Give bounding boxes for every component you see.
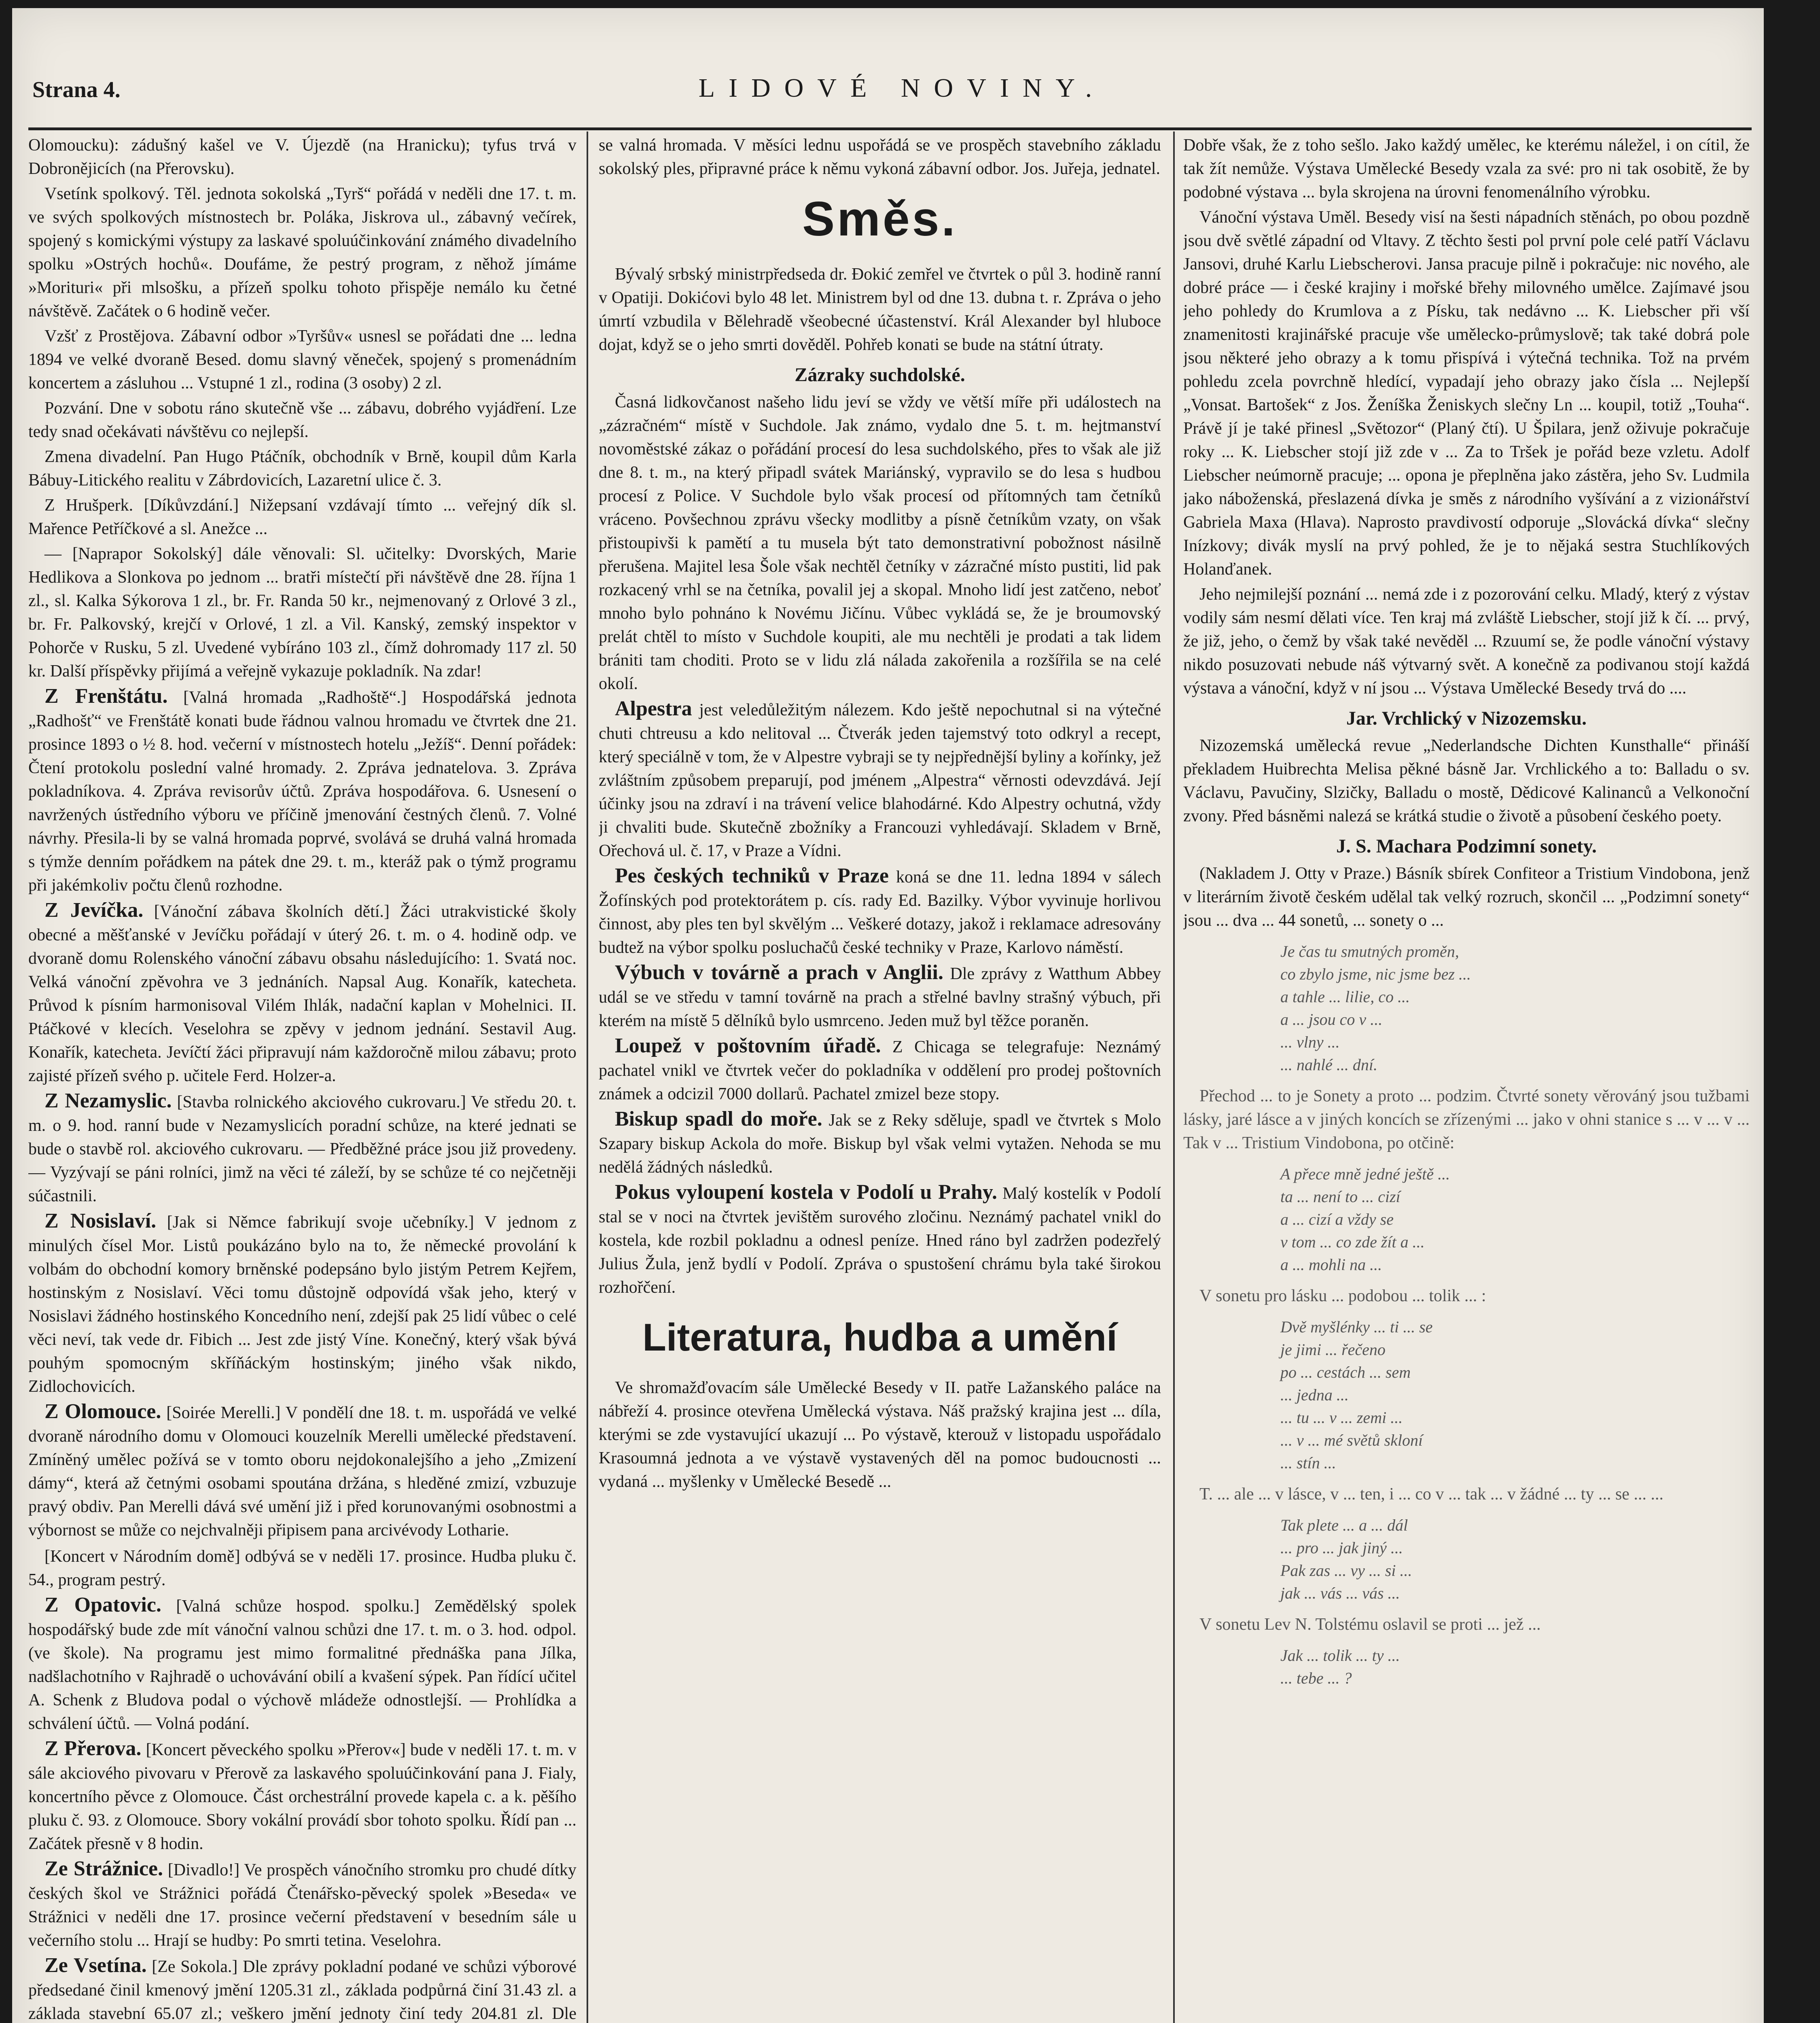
poem-line: jak ... vás ... vás ...: [1280, 1584, 1400, 1602]
poem-excerpt: [1280, 1644, 1750, 1690]
col1-section: [28, 1737, 576, 1855]
column-divider-2: [1173, 131, 1175, 2023]
col1-section: [28, 1209, 576, 1398]
section-lead: [Koncert pěveckého spolku »Přerov«]: [146, 1741, 406, 1759]
poem-line: ... vlny ...: [1280, 1033, 1340, 1051]
section-text: Dle zprávy pokladní podané ve schůzi výborové předsedané činil kmenový jmění 1205.31 zl., základa podpůrná činí 31.43 zl. a základa stavební 65.07 zl.; veškero jmění jednoty činí tedy 204.81 zl. Dle: [28, 1957, 576, 2023]
literature-text: Ve shromažďovacím sále Umělecké Besedy v II. patře Lažanského paláce na nábřeží 4. prosince otevřena Umělecká výstava. Náš pražský krajina jest ... díla, kterými se zde vystavující ukazují ... Po výstavě, kterouž v listopadu uspořádalo Krasoumná jednota a ve výstavě vystavených děl na pomoc budoucnosti ... vydaná ... myšlenky v Umělecké Besedě ...: [599, 1378, 1161, 1491]
news-text: Jak se z Reky sděluje, spadl ve čtvrtek s Molo Szapary biskup Ackola do moře. Biskup byl však velmi vytažen. Nehoda se mu nedělá žádných následků.: [599, 1111, 1161, 1177]
poem-line: ... nahlé ... dní.: [1280, 1056, 1377, 1074]
col1-paragraph: — [Naprapor Sokolský] dále věnovali: Sl. učitelky: Dvorských, Marie Hedlikova a Slonkova po jednom ... bratři místečtí při návštěvě dne 28. října 1 zl., sl. Kalka Sýkorova 1 zl., br. Fr. Randa 50 kr., nejmenovaný z Orlové 3 zl., br. Fr. Palkovský, krejčí v Orlové, 1 zl. a Vil. Kanský, zemský inspektor v Pohorče v Rusku, 5 zl. Uvedené vybíráno 103 zl., čímž dohromady 117 zl. 50 kr. Další příspěvky přijímá a veřejně vykazuje pokladník. Na zdar!: [28, 545, 576, 681]
col1-section: [28, 1593, 576, 1735]
news-text: Malý kostelík v Podolí stal se v noci na čtvrtek jevištěm surového zločinu. Neznámý pachatel vnikl do kostela, kde rozbil pokladnu a odnesl peníze. Hned ráno byl zadržen podezřelý Julius Žula, jenž bydlí v Podolí. Zpráva o spustošení chrámu byla také širokou rozhořčení.: [599, 1184, 1161, 1297]
col1-paragraph: Olomoucku): zádušný kašel ve V. Újezdě (na Hranicku); tyfus trvá v Dobronějicích (na Přerovsku).: [28, 136, 576, 178]
news-item: [599, 1034, 1161, 1106]
page-label: Strana 4.: [32, 77, 121, 102]
section-text: V jednom z minulých čísel Mor. Listů poukázáno bylo na to, že německé provolání k volbám do obchodní komory brněnské podepsáno bylo jistým Petrem Kejřem, hostinským z Nosislaví. Věci tomu důstojně odpovídá však jeho, který v Nosislavi žádného hostinského Koncedního není, zdejší pak 25 lidí vůbec o celé věci neví, tak vede dr. Fibich ... Jest zde jistý Víne. Konečný, který však bývá pouhým spomocným skříňáckým hostinským; jiného však nikdo, Zidlochovicích.: [28, 1213, 576, 1396]
col1-paragraph: Vsetínk spolkový. Těl. jednota sokolská „Tyrš“ pořádá v neděli dne 17. t. m. ve svých spolkových místnostech br. Poláka, Jiskrova ul., zábavný večírek, spojený s komickými výstupy za laskavé spoluúčinkování známého divadelního spolku »Ostrých hochů«. Doufáme, že pestrý program, z něhož jímáme »Morituri« při mlsošku, a přízeň spolku tohoto přispěje nemálo ku četné návštěvě. Začátek o 6 hodině večer.: [28, 184, 576, 320]
section-text: Žáci utrakvistické školy obecné a měšťanské v Jevíčku pořádají v úterý 26. t. m. o 4. hodině odp. ve dvoraně domu Rolenského vánoční zábavu obsahu následujícího: 1. Svatá noc. Velká vánoční zpěvohra ve 3 jednáních. Napsal Aug. Konařík, katecheta. Průvod k písním harmonisoval Vilém Ihlák, nadační kaplan v Mohelnici. II. Ptáčkové v klecích. Veselohra se zpěvy v jednom jednání. Sestavil Aug. Konařík, katecheta. Jevíčtí žáci připravují nám každoročně milou zábavu; proto zajisté přízeň svého p. učitele Ferd. Holzer-a.: [28, 902, 576, 1085]
poem-line: v tom ... co zde žít a ...: [1280, 1233, 1425, 1251]
section-title: Z Frenštátu.: [44, 685, 168, 708]
col1-section: [28, 899, 576, 1088]
news-head: Pes českých techniků v Praze: [615, 864, 889, 887]
news-text: Časná lidkovčanost našeho lidu jeví se vždy ve větší míře při událostech na „zázračném“ místě v Suchdole. Jak známo, vydalo dne 5. t. m. hejtmanství novoměstské zákaz o pořádání procesí do lesa suchdolského, přes to však ale již dne 8. t. m., na který připadl svátek Mariánský, vypravilo se do lesa s hudbou procesí z Police. V Suchdole bylo však procesí od přítomných tam četníků vráceno. Povšechnou zprávu všecky modlitby a písně četníkům vzaty, on však přistoupivši k pamětí a tu musela být tato demonstrativní pobožnost násilně přerušena. Majitel lesa Šole však nechtěl četníky v zázračné místo pustiti, lid pak rozkacený vrhl se na četníka, povalil jej a skopal. Mnoho lidí jest zatčeno, neboť mnoho bylo pohnáno k Novému Jičínu. Vůbec vykládá se, že je broumovský prelát chtěl to místo v Suchdole koupiti, ale mu nechtěli je prodati a tak lidem brániti tam choditi. Proto se v lidu zlá nálada zakořenila a rozšířila se na celé okolí.: [599, 393, 1161, 693]
news-item: [599, 261, 1161, 356]
article-head-machar: J. S. Machara Podzimní sonety.: [1336, 835, 1597, 857]
column-divider-1: [587, 131, 588, 2023]
poem-line: a ... mohli na ...: [1280, 1255, 1382, 1274]
section-text: Ve středu 20. t. m. o 9. hod. ranní bude v Nezamyslicích poradní schůze, na které jednati se bude o stavbě rol. akciového cukrovaru. — Předběžné práce jsou již provedeny. — Vyzývají se páni rolníci, jimž na věci té záleží, by se schůze té co nejčetněji súčastnili.: [28, 1093, 576, 1205]
col3-text: T. ... ale ... v lásce, v ... ten, i ... co v ... tak ... v žádné ... ty ... se ... ...: [1199, 1485, 1663, 1503]
col2-intro: se valná hromada. V měsíci lednu uspořádá se ve prospěch stavebního základu sokolský ples, připravné práce k němu vykoná zábavní odbor. Jos. Juřeja, jednatel.: [599, 136, 1161, 178]
news-text: Bývalý srbský ministrpředseda dr. Đokić zemřel ve čtvrtek o půl 3. hodině ranní v Opatiji. Dokićovi bylo 48 let. Ministrem byl od dne 13. dubna t. r. Zpráva o jeho úmrtí vzbudila v Bělehradě všeobecné účastenství. Král Alexander byl hluboce dojat, když se o jeho smrti dověděl. Pohřeb konati se bude na státní útraty.: [599, 265, 1161, 354]
poem-line: co zbylo jsme, nic jsme bez ...: [1280, 965, 1471, 983]
section-heading-literature: Literatura, hudba a umění: [642, 1316, 1117, 1359]
poem-line: ta ... není to ... cizí: [1280, 1188, 1400, 1206]
section-title: Z Opatovic.: [44, 1593, 161, 1616]
news-text: jest veledůležitým nálezem. Kdo ještě nepochutnal si na výtečné chuti chtreusu a kdo nelitoval ... Čtverák jeden tajemstvý toto odkryl a recept, který speciálně v tom, že v Alpestre vybraji se ty nejpřednější byliny a kořínky, jež zvláštním způsobem preparují, pod jménem „Alpestra“ věrnosti odevzdává. Její účinky jsou na zdraví i na trávení velice blahodárné. Kdo Alpestry ochutná, vždy ji chvaliti bude. Skutečně zbožníky a Francouzi vyhledávají. Skladem v Brně, Ořechová ul. č. 17, v Praze a Vídni.: [599, 701, 1161, 860]
col1-paragraph: Pozvání. Dne v sobotu ráno skutečně vše ... zábavu, dobrého vyjádření. Lze tedy snad očekávati návštěvu co nejlepší.: [28, 399, 576, 441]
col1-paragraph: Vzšť z Prostějova. Zábavní odbor »Tyršův« usnesl se pořádati dne ... ledna 1894 ve velké dvoraně Besed. domu slavný věneček, spojený s promenádním koncertem a zásluhou ... Vstupné 1 zl., rodina (3 osoby) 2 zl.: [28, 327, 576, 392]
poem-line: je jimi ... řečeno: [1280, 1340, 1386, 1359]
poem-line: ... tebe ... ?: [1280, 1669, 1352, 1687]
section-text: Zemědělský spolek hospodářský bude zde mít vánoční valnou schůzi dne 17. t. m. o 3. hod. odpol. (ve škole). Na programu jest mimo formalitné přednáška pana Jílka, nadšlachotního v Rajhradě o uchovávání obilí a kvašení sýpek. Pan řídící učitel A. Schenk z Bludova podal o výchově mládeže odnostlejší. — Prohlídka a schválení účtů. — Volná podání.: [28, 1597, 576, 1733]
poem-line: ... jedna ...: [1280, 1386, 1349, 1404]
poem-line: Jak ... tolik ... ty ...: [1280, 1646, 1400, 1665]
poem-line: ... pro ... jak jiný ...: [1280, 1539, 1403, 1557]
section-title: Z Olomouce.: [44, 1400, 161, 1423]
col1-section: [28, 1954, 576, 2023]
col1-section: [28, 1400, 576, 1542]
news-head: Zázraky suchdolské.: [795, 364, 965, 386]
poem-excerpt: [1280, 1514, 1750, 1605]
news-item: [599, 864, 1161, 959]
col1-paragraph: Z Hrušperk. [Díkůvzdání.] Nižepsaní vzdávají tímto ... veřejný dík sl. Mařence Petříčkové a sl. Anežce ...: [28, 496, 576, 538]
news-item: [599, 1181, 1161, 1299]
news-item: [599, 697, 1161, 863]
section-title: Ze Vsetína.: [44, 1954, 147, 1977]
news-item: [599, 961, 1161, 1033]
section-lead: [Stavba rolnického akciového cukrovaru.]: [177, 1093, 466, 1111]
section-title: Ze Strážnice.: [44, 1857, 163, 1880]
poem-line: ... tu ... v ... zemi ...: [1280, 1408, 1403, 1427]
news-text: Z Chicaga se telegrafuje: Neznámý pachatel vnikl ve čtvrtek večer do pokladníka v oddělení pro prodej poštovních známek a odcizil 7000 dollarů. Pachatel zmizel beze stopy.: [599, 1038, 1161, 1103]
news-head: Loupež v poštovním úřadě.: [615, 1034, 881, 1057]
poem-line: Je čas tu smutných proměn,: [1280, 942, 1459, 961]
section-lead: [Valná schůze hospod. spolku.]: [176, 1597, 420, 1616]
poem-line: Pak zas ... vy ... si ...: [1280, 1561, 1412, 1580]
poem-excerpt: [1280, 1316, 1750, 1474]
section-text: odbývá se v neděli 17. prosince. Hudba pluku č. 54., program pestrý.: [28, 1547, 576, 1589]
section-lead: [Divadlo!]: [167, 1861, 240, 1879]
poem-line: ... v ... mé světů skloní: [1280, 1431, 1423, 1449]
poem-line: po ... cestách ... sem: [1280, 1363, 1411, 1381]
col3-text: V sonetu Lev N. Tolstému oslavil se proti ... jež ...: [1199, 1615, 1541, 1634]
poem-excerpt: [1280, 1163, 1750, 1276]
header-rule: [28, 127, 1752, 130]
section-heading-smes: Směs.: [802, 192, 958, 246]
poem-line: Dvě myšlénky ... ti ... se: [1280, 1318, 1433, 1336]
section-lead: [Koncert v Národním domě]: [44, 1547, 240, 1566]
col3-text: Přechod ... to je Sonety a proto ... podzim. Čtvrté sonety věrováný jsou tužbami lásky, jaré lásce a v jiných koncích se zřízenými ... jako v ohni stanice s ... v ... v ... Tak v ... Tristium Vindobona, po otčině:: [1183, 1087, 1750, 1152]
newspaper-page: [12, 8, 1764, 2023]
section-title: Z Nosislaví.: [44, 1209, 157, 1232]
article-text: Nizozemská umělecká revue „Nederlandsche Dichten Kunsthalle“ přináší překladem Huibrechta Melisa pěkné básně Jar. Vrchlického a to: Balladu o sv. Václavu, Pavučiny, Slzičky, Balladu o mostě, Dědicové Kalinanců a Velkonoční zvony. Před básněmi nalezá se krátká studie o životě a působení českého poety.: [1183, 736, 1750, 825]
section-title: Z Jevíčka.: [44, 899, 144, 922]
article-text: (Nakladem J. Otty v Praze.) Básník sbírek Confiteor a Tristium Vindobona, jenž v literárním životě českém udělal tak velký rozruch, skončil ... „Podzimní sonety“ jsou ... dva ... 44 sonetů, ... sonety o ...: [1183, 864, 1750, 930]
news-text: Dle zprávy z Watthum Abbey udál se ve středu v tamní továrně na prach a střelné bavlny strašný výbuch, při kterém na místě 5 dělníků bylo usmrceno. Jeden muž byl těžce poraněn.: [599, 965, 1161, 1030]
col3-text: V sonetu pro lásku ... podobou ... tolik ... :: [1199, 1287, 1486, 1305]
section-lead: [Ze Sokola.]: [152, 1957, 238, 1976]
poem-line: a ... cizí a vždy se: [1280, 1210, 1394, 1228]
news-text: koná se dne 11. ledna 1894 v sálech Žofínských pod protektorátem p. cís. rady Ed. Bazilky. Výbor vyvinuje horlivou činnost, aby ples ten byl skvělým ... Veškeré dotazy, jakož i reklamace adresovány budtež na výbor spolku posluchačů české techniky v Praze, Karlovo náměstí.: [599, 868, 1161, 957]
news-head: Výbuch v továrně a prach v Anglii.: [615, 961, 943, 984]
section-lead: [Valná hromada „Radhoště“.]: [183, 688, 407, 707]
poem-line: a tahle ... lilie, co ...: [1280, 988, 1410, 1006]
section-text: Hospodářská jednota „Radhošť“ ve Frenštátě konati bude řádnou valnou hromadu ve čtvrtek dne 21. prosince 1893 o ½ 8. hod. večerní v místnostech hotelu „Ježíš“. Denní pořádek: Čtení protokolu poslední valné hromady. 2. Zpráva jednatelova. 3. Zpráva pokladníkova. 4. Zpráva revisorův účtů. Zpráva hospodářova. 6. Usnesení o navržených ústředního výboru ve příčině jmenování čestných členů. 7. Volné návrhy. Přesila-li by se valná hromada poprvé, svolává se druhá valná hromada s týmže denním pořádkem na pátek dne 29. t. m., kteráž pak o týmž programu při jakémkoliv počtu členů rozhodne.: [28, 688, 576, 895]
col3-paragraph: Vánoční výstava Uměl. Besedy visí na šesti nápadních stěnách, po obou pozdně jsou dvě světlé západní od Vltavy. Z těchto šesti pol první pole celé patří Václavu Jansovi, druhé Karlu Liebscherovi. Jansa pracuje pilně i pokračuje: nic nového, ale dobré práce — i české krajiny i mořské břehy milovného umělce. Zajímavé jsou jeho pohledy do Krumlova a z Písku, tak nedávno ... K. Liebscher při vší znamenitosti krajinářské pracuje vše umělecko-průmyslově; tak také dobrá pole jsou některé jeho obrazy a k tomu přispívá i výtečná technika. Tož na prvém pohledu zcela povrchně hledící, vypadají jeho obrazy jako čísla ... Nejlepší „Vonsat. Bartošek“ z Jos. Ženíška Ženiskych slečny Ln ... koupil, totiž „Touha“. Právě jí je také přinesl „Světozor“ (Planý čtí). U Špilara, jenž oživuje pokračuje roky ... K. Liebscher stojí již zde v ... Za to Tršek je pořád beze vzletu. Adolf Liebscher neúmorně pracuje; ... opona je přeplněna jako zástěra, jeho Sv. Ludmila jako náboženská, přeslazená dívka je směs z národního vyšívání a z vizionářství Gabriela Maxa (Hlava). Naprosto pravdivostí odporuje „Slovácká dívka“ slečny Inízkovy; divák myslí na prvý pohled, že je to nějaká sestra Stuchlíkových Holanďanek.: [1183, 208, 1750, 579]
poem-excerpt: [1280, 940, 1750, 1076]
column-3: [1183, 134, 1750, 2023]
col1-paragraph: Zmena divadelní. Pan Hugo Ptáčník, obchodník v Brně, koupil dům Karla Bábuy-Litického realitu v Zábrdovicích, Lazaretní ulice č. 3.: [28, 447, 576, 490]
section-lead: [Soirée Merelli.]: [166, 1404, 281, 1422]
masthead: LIDOVÉ NOVINY.: [698, 73, 1106, 103]
col1-section: [28, 1544, 576, 1592]
news-head: Pokus vyloupení kostela v Podolí u Prahy.: [615, 1181, 997, 1204]
col3-paragraph: Dobře však, že z toho sešlo. Jako každý umělec, ke kterému náležel, i on cítil, že tak žít nemůže. Výstava Umělecké Besedy vzala za své: pro ni tak osobitě, že by podobné výstava ... byla skrojena na úrovni fenomenálního výrobku.: [1183, 136, 1750, 201]
news-item: [599, 1107, 1161, 1179]
section-text: bude v neděli 17. t. m. v sále akciového pivovaru v Přerově za laskavého spoluúčinkování pana J. Fialy, koncertního pěvce z Olomouce. Část orchestrální provede kapela c. a k. pěšího pluku č. 93. z Olomouce. Sbory vokální provádí sbor tohoto spolku. Řídí pan ... Začátek přesně v 8 hodin.: [28, 1741, 576, 1853]
col3-paragraph: Jeho nejmilejší poznání ... nemá zde i z pozorování celku. Mladý, který z výstav vodily sám nesmí dělati více. Ten kraj má zvláště Liebscher, stojí již k čí. ... prvý, že již, jeho, o čemž by však také nevěděl ... Rzuumí se, že podle vánoční výstavy nikdo posuzovati nebude náš výtvarný svět. A konečně za podivanou stojí každá výstava a vánoční, když v ní jsou ... Výstava Umělecké Besedy trvá do ....: [1183, 585, 1750, 698]
article-head-vrchlicky: Jar. Vrchlický v Nizozemsku.: [1346, 708, 1587, 729]
col1-section: [28, 1089, 576, 1208]
col1-section: [28, 1857, 576, 1952]
section-title: Z Přerova.: [44, 1737, 142, 1760]
section-lead: [Vánoční zábava školních dětí.]: [154, 902, 390, 921]
section-text: Ve prospěch vánočního stromku pro chudé dítky českých škol ve Strážnici pořádá Čtenářsko-pěvecký spolek »Beseda« ve Strážnici v neděli dne 17. prosince večerní představení v besedním sále u večerního stolu ... Hrají se hudby: Po smrti tetina. Veselohra.: [28, 1861, 576, 1950]
news-head: Alpestra: [615, 697, 692, 720]
column-1: [28, 134, 576, 2023]
column-2: [599, 134, 1161, 2023]
news-head: Biskup spadl do moře.: [615, 1107, 822, 1130]
section-title: Z Nezamyslic.: [44, 1089, 172, 1112]
poem-line: Tak plete ... a ... dál: [1280, 1516, 1408, 1534]
poem-line: a ... jsou co v ...: [1280, 1010, 1383, 1028]
col1-section: [28, 685, 576, 897]
section-text: V pondělí dne 18. t. m. uspořádá ve velké dvoraně národního domu v Olomouci kouzelník Merelli umělecké představení. Zmíněný umělec požívá se v tomto oboru nejdokonalejšího a jeho „Zmizení dámy“, která až četnými osobami spoutána držána, s hleděné zmizí, vzbuzuje pravý obdiv. Pan Merelli dává své umění již i před korunovanými osobnostmi a výbornost se může co nejchvalněji připisem pana arcivévody Lotharie.: [28, 1404, 576, 1540]
poem-line: A přece mně jedné ještě ...: [1280, 1165, 1450, 1183]
poem-line: ... stín ...: [1280, 1454, 1336, 1472]
section-lead: [Jak si Němce fabrikují svoje učebníky.]: [167, 1213, 474, 1232]
